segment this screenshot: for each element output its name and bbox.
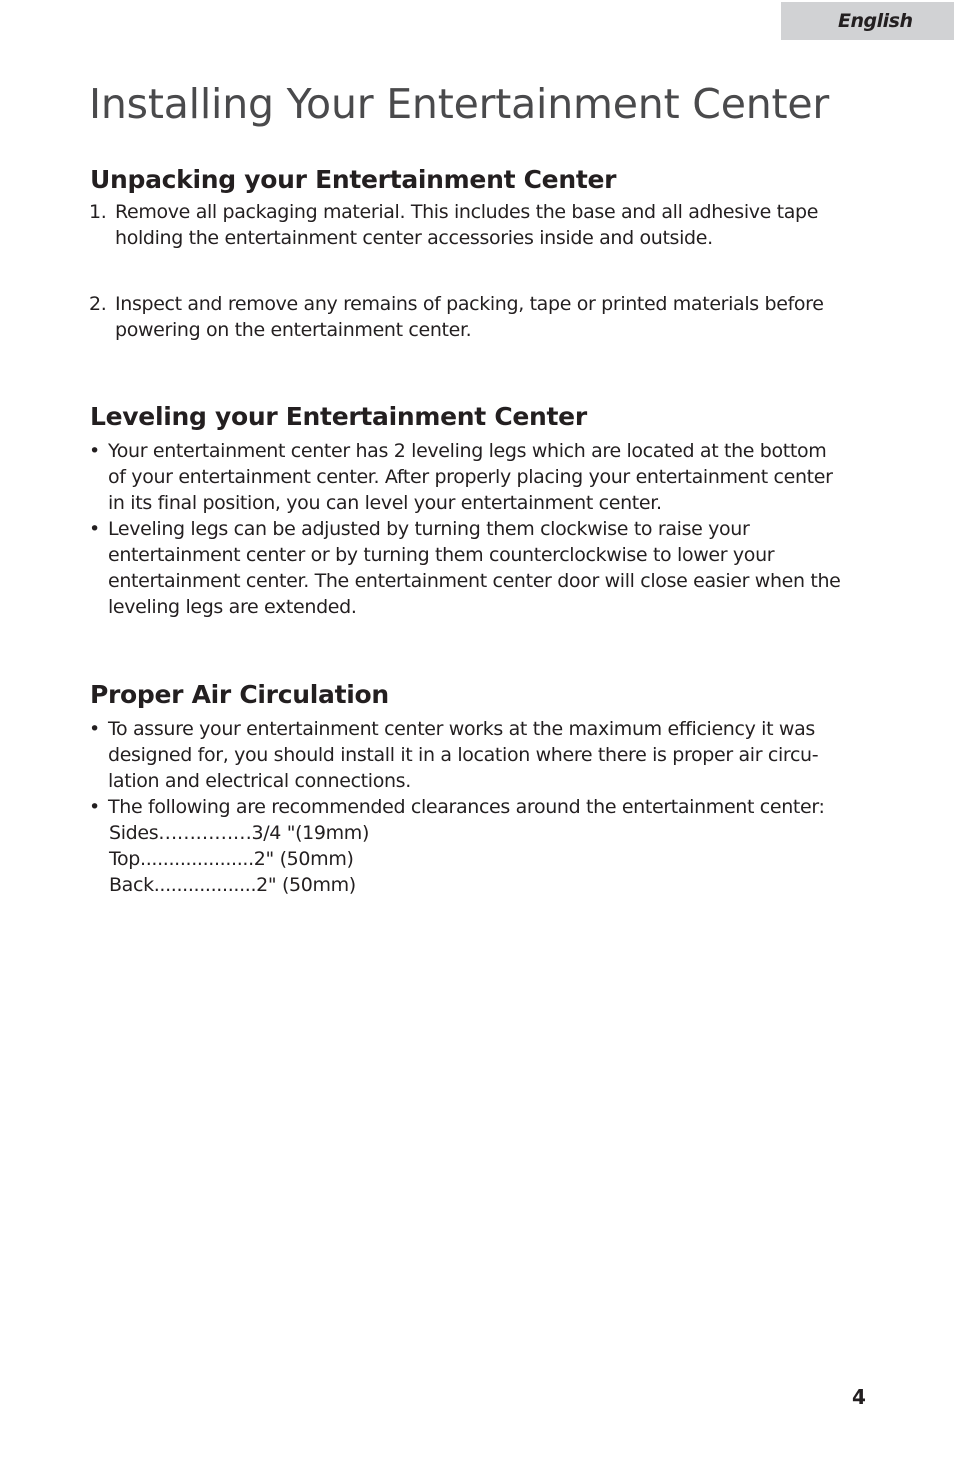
air-circulation-heading: Proper Air Circulation — [90, 680, 389, 709]
text-line: entertainment center. The entertainment center door will close easier when the — [108, 570, 841, 592]
step-number: 1. — [89, 201, 107, 223]
text-line: To assure your entertainment center works at the maximum efficiency it was — [108, 718, 815, 740]
text-line: leveling legs are extended. — [108, 596, 357, 618]
text-line: Leveling legs can be adjusted by turning them clockwise to raise your — [108, 518, 750, 540]
bullet: • — [89, 440, 100, 462]
bullet-item — [89, 794, 859, 820]
step-number: 2. — [89, 293, 107, 315]
bullet: • — [89, 718, 100, 740]
language-tab: English — [781, 2, 954, 40]
bullet-item — [89, 516, 859, 620]
text-line: holding the entertainment center accessories inside and outside. — [115, 227, 713, 249]
leveling-bullets — [89, 438, 859, 620]
clearance-top: Top....................2" (50mm) — [109, 848, 354, 870]
bullet: • — [89, 518, 100, 540]
clearances-list — [109, 820, 369, 898]
text-line: Remove all packaging material. This includes the base and all adhesive tape — [115, 201, 819, 223]
unpacking-step-1 — [89, 199, 859, 251]
text-line: of your entertainment center. After properly placing your entertainment center — [108, 466, 833, 488]
clearance-sides: Sides……………3/4 "(19mm) — [109, 822, 370, 844]
text-line: designed for, you should install it in a location where there is proper air circu- — [108, 744, 819, 766]
bullet-item — [89, 716, 859, 794]
unpacking-heading: Unpacking your Entertainment Center — [90, 165, 617, 194]
leveling-heading: Leveling your Entertainment Center — [90, 402, 587, 431]
page-title: Installing Your Entertainment Center — [89, 80, 830, 128]
text-line: Inspect and remove any remains of packing, tape or printed materials before — [115, 293, 824, 315]
page-number: 4 — [852, 1385, 866, 1409]
text-line: The following are recommended clearances around the entertainment center: — [108, 796, 825, 818]
air-circulation-bullets — [89, 716, 859, 820]
bullet: • — [89, 796, 100, 818]
clearance-back: Back..................2" (50mm) — [109, 874, 356, 896]
text-line: powering on the entertainment center. — [115, 319, 472, 341]
text-line: in its final position, you can level your entertainment center. — [108, 492, 662, 514]
text-line: Your entertainment center has 2 leveling legs which are located at the bottom — [108, 440, 827, 462]
bullet-item — [89, 438, 859, 516]
unpacking-step-2 — [89, 291, 859, 343]
text-line: entertainment center or by turning them counterclockwise to lower your — [108, 544, 775, 566]
text-line: lation and electrical connections. — [108, 770, 411, 792]
